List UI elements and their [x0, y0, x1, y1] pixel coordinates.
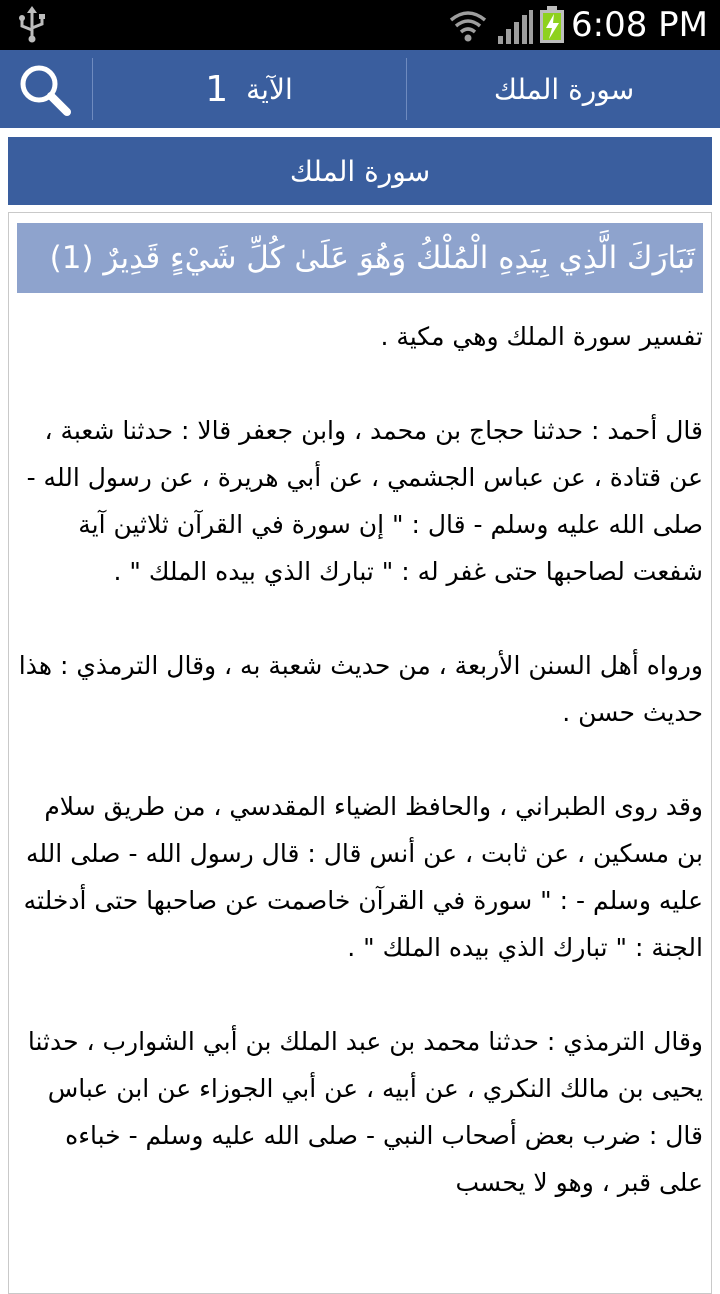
surah-name: سورة الملك [493, 72, 635, 106]
tafsir-paragraph: ورواه أهل السنن الأربعة ، من حديث شعبة به ، وقال الترمذي : هذا حديث حسن . [18, 651, 703, 727]
app-bar [0, 50, 720, 128]
tafsir-paragraph: وقد روى الطبراني ، والحافظ الضياء المقدسي ، من طريق سلام بن مسكين ، عن ثابت ، عن أنس قال : قال رسول الله - صلى الله عليه وسلم - : " سورة في القرآن خاصمت عن صاحبها حتى أدخلته الجنة : " تبارك الذي بيده الملك " . [23, 792, 703, 962]
aya-selector[interactable] [94, 50, 404, 128]
aya-label: الآية [246, 72, 293, 106]
tafsir-text [17, 313, 703, 1253]
signal-icon [496, 10, 534, 44]
aya-number: 1 [205, 68, 229, 110]
tafsir-paragraph: قال أحمد : حدثنا حجاج بن محمد ، وابن جعفر قالا : حدثنا شعبة ، عن قتادة ، عن عباس الجشمي ، عن أبي هريرة ، عن رسول الله - صلى الله عليه وسلم - قال : " إن سورة في القرآن ثلاثين آية شفعت لصاحبها حتى غفر له : " تبارك الذي بيده الملك " . [26, 416, 703, 586]
usb-icon [16, 6, 48, 44]
tafsir-paragraph: وقال الترمذي : حدثنا محمد بن عبد الملك بن أبي الشوارب ، حدثنا يحيى بن مالك النكري ، عن أبيه ، عن أبي الجوزاء عن ابن عباس قال : ضرب بعض أصحاب النبي - صلى الله عليه وسلم - خباءه على قبر ، وهو لا يحسب [27, 1027, 703, 1197]
status-bar [0, 0, 720, 50]
app-bar-divider [406, 58, 407, 120]
surah-title-header [8, 137, 712, 205]
tafsir-paragraph: تفسير سورة الملك وهي مكية . [380, 322, 703, 351]
app-bar-divider [92, 58, 93, 120]
wifi-icon [448, 8, 488, 44]
surah-selector[interactable] [408, 50, 720, 128]
search-icon[interactable] [12, 58, 76, 120]
surah-title: سورة الملك [289, 154, 431, 188]
verse-banner: تَبَارَكَ الَّذِي بِيَدِهِ الْمُلْكُ وَهُوَ عَلَىٰ كُلِّ شَيْءٍ قَدِيرٌ (1) [17, 223, 703, 293]
status-time: 6:08 PM [571, 5, 708, 45]
battery-charging-icon [538, 6, 566, 44]
tafsir-panel[interactable] [8, 212, 712, 1294]
